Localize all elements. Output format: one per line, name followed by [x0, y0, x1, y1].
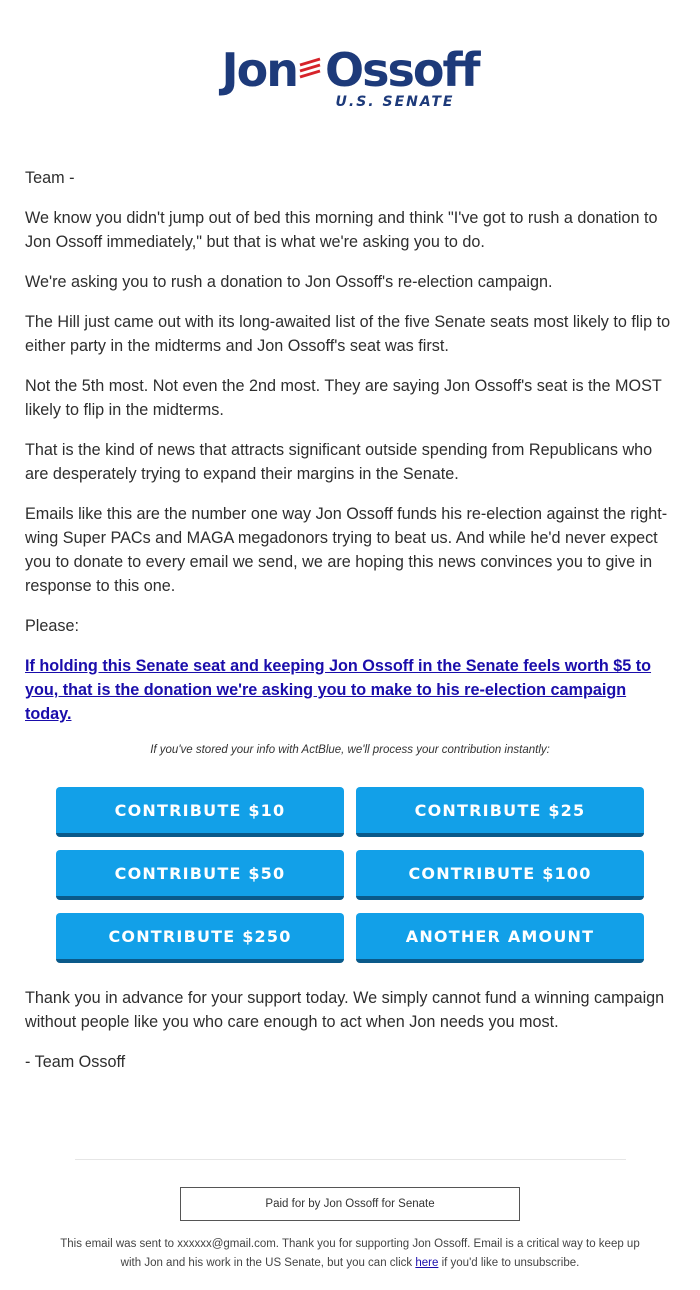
- donate-link[interactable]: If holding this Senate seat and keeping Jon Ossoff in the Senate feels worth $5 to you, that is the donation we're asking you to make to his re-election campaign today.: [25, 657, 652, 723]
- button-row: [56, 913, 644, 963]
- paragraph: Please:: [25, 617, 79, 635]
- button-row: [56, 787, 644, 837]
- greeting: Team -: [25, 169, 75, 187]
- contribute-25-button[interactable]: CONTRIBUTE $25: [356, 787, 644, 837]
- flag-stripes-icon: [298, 55, 324, 85]
- button-row: [56, 850, 644, 900]
- logo-last-name: Ossoff: [324, 43, 479, 97]
- campaign-logo: [0, 44, 700, 110]
- paragraph: We know you didn't jump out of bed this morning and think "I've got to rush a donation to Jon Ossoff immediately," but that is what we're asking you to do.: [25, 209, 658, 251]
- footer-divider: [75, 1159, 626, 1160]
- contribute-10-button[interactable]: CONTRIBUTE $10: [56, 787, 344, 837]
- logo-subtitle: U.S. SENATE: [335, 94, 455, 110]
- footer-note: [60, 1235, 640, 1273]
- contribute-50-button[interactable]: CONTRIBUTE $50: [56, 850, 344, 900]
- email-closing: [25, 986, 677, 1090]
- another-amount-button[interactable]: ANOTHER AMOUNT: [356, 913, 644, 963]
- paragraph: The Hill just came out with its long-awaited list of the five Senate seats most likely to flip to either party in the midterms and Jon Ossoff's seat was first.: [25, 313, 671, 355]
- paragraph: We're asking you to rush a donation to Jon Ossoff's re-election campaign.: [25, 273, 553, 291]
- donation-button-grid: [56, 787, 644, 976]
- contribute-100-button[interactable]: CONTRIBUTE $100: [356, 850, 644, 900]
- unsubscribe-link[interactable]: here: [415, 1257, 439, 1269]
- email-body: [25, 166, 677, 776]
- contribute-250-button[interactable]: CONTRIBUTE $250: [56, 913, 344, 963]
- logo-first-name: Jon: [221, 43, 297, 97]
- footer-note-tail: if you'd like to unsubscribe.: [441, 1257, 580, 1269]
- logo-title: [222, 44, 479, 96]
- signoff: - Team Ossoff: [25, 1053, 126, 1071]
- closing-paragraph: Thank you in advance for your support today. We simply cannot fund a winning campaign without people like you who care enough to act when Jon needs you most.: [25, 989, 665, 1031]
- paid-for-disclaimer: Paid for by Jon Ossoff for Senate: [180, 1187, 520, 1221]
- footer-note-text: This email was sent to xxxxxx@gmail.com. Thank you for supporting Jon Ossoff. Email is a critical way to keep up with Jon and his work in the US Senate, but you can click: [60, 1238, 640, 1269]
- paragraph: Emails like this are the number one way Jon Ossoff funds his re-election against the right-wing Super PACs and MAGA megadonors trying to beat us. And while he'd never expect you to donate to every email we send, we are hoping this news convinces you to give in response to this one.: [25, 505, 668, 595]
- paragraph: Not the 5th most. Not even the 2nd most. They are saying Jon Ossoff's seat is the MOST likely to flip in the midterms.: [25, 377, 662, 419]
- actblue-note: If you've stored your info with ActBlue, we'll process your contribution instantly:: [150, 744, 550, 756]
- paragraph: That is the kind of news that attracts significant outside spending from Republicans who are desperately trying to expand their margins in the Senate.: [25, 441, 653, 483]
